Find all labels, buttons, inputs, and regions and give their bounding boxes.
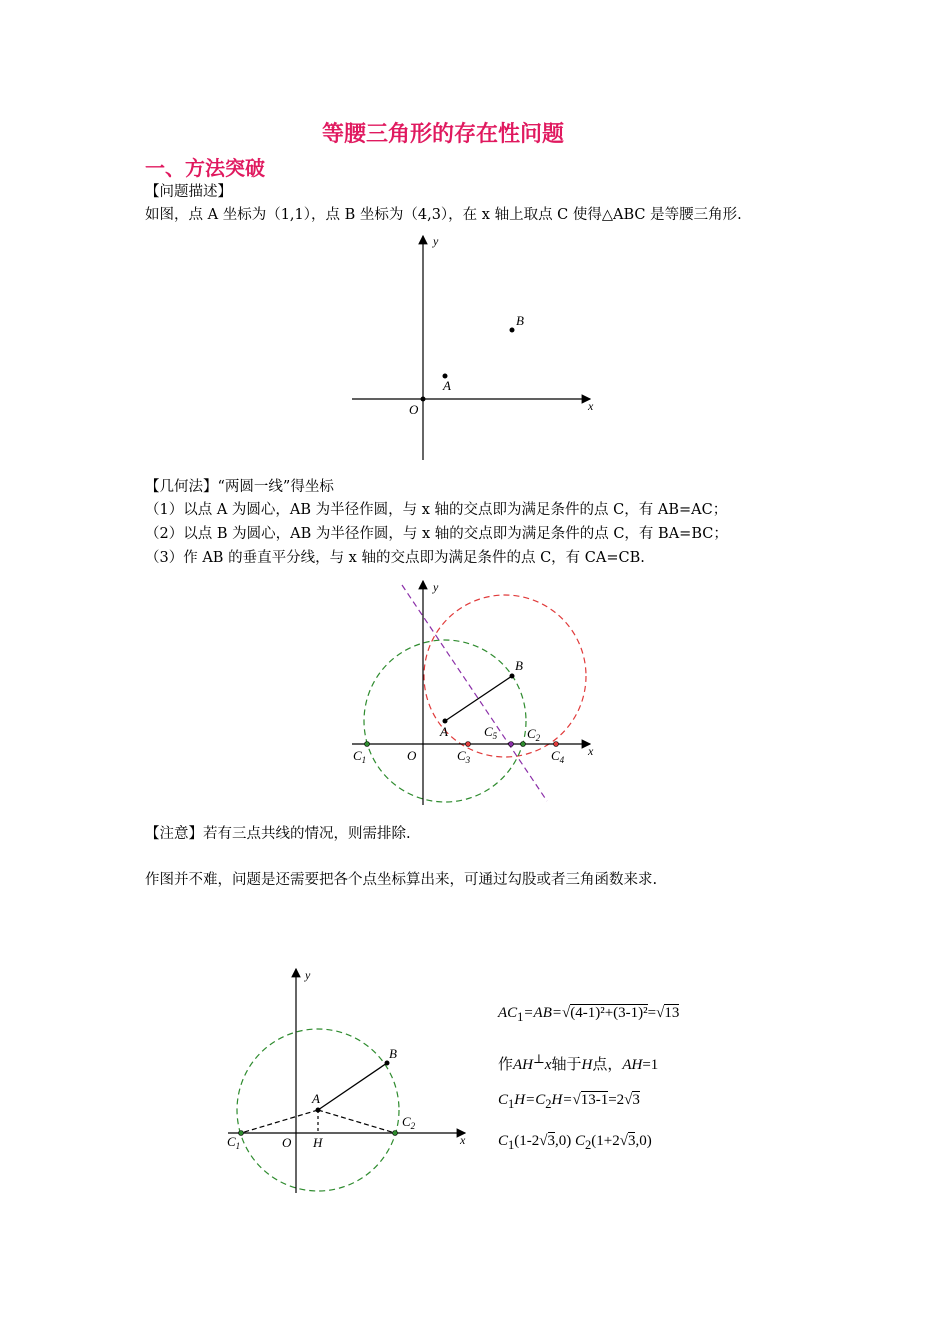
figure-two-circles-one-line: [340, 575, 610, 815]
label-c3: $C_3$: [457, 748, 471, 765]
point-c1: [239, 1131, 244, 1136]
origin-label: O: [282, 1135, 292, 1150]
segment-ac2: [318, 1110, 395, 1133]
label-b: B: [389, 1046, 397, 1061]
point-a: [443, 719, 448, 724]
point-a: [316, 1108, 321, 1113]
formula-c-coordinates: $C_1(1-2√3,0)$ $C_2(1+2√3,0)$: [498, 1133, 652, 1152]
point-c2: [521, 742, 526, 747]
label-a: A: [440, 724, 448, 739]
label-a: A: [312, 1091, 320, 1106]
label-b: B: [515, 658, 523, 673]
y-label: y: [305, 968, 311, 982]
y-label: y: [433, 580, 439, 594]
label-h: H: [313, 1135, 323, 1150]
point-b: [510, 328, 515, 333]
figure-circle-a-calculation: [220, 965, 480, 1200]
section-heading: 一、方法突破: [145, 156, 265, 180]
label-c5: $C_5$: [484, 724, 498, 741]
segment-ab: [445, 676, 512, 721]
formula-c1h: $C_1H=C_2H=√13-1=2√3$: [498, 1092, 640, 1111]
point-b: [510, 674, 515, 679]
label-c1: $C_1$: [227, 1134, 241, 1151]
problem-heading: 【问题描述】: [145, 184, 232, 200]
step-1: （1）以点 A 为圆心，AB 为半径作圆，与 x 轴的交点即为满足条件的点 C，有 AB=AC；: [145, 502, 728, 518]
segment-ab: [318, 1063, 387, 1110]
formula-ah: 作AH⊥x轴于H点，AH=1: [498, 1052, 659, 1073]
note: 【注意】若有三点共线的情况，则需排除.: [145, 826, 411, 842]
x-label: x: [588, 399, 594, 413]
step-3: （3）作 AB 的垂直平分线，与 x 轴的交点即为满足条件的点 C，有 CA=CB.: [145, 550, 645, 566]
origin-label: O: [407, 748, 417, 763]
label-c2: $C_2$: [402, 1114, 416, 1131]
formula-ac1: $AC_1=AB=√(4-1)^2+(3-1)^2=√13$: [498, 1005, 680, 1024]
segment-ac1: [241, 1110, 318, 1133]
circle-centered-b: [424, 595, 586, 757]
remark: 作图并不难，问题是还需要把各个点坐标算出来，可通过勾股或者三角函数来求.: [145, 872, 658, 888]
label-c2: $C_2$: [527, 726, 541, 743]
y-label: y: [433, 234, 439, 248]
figure-points-a-b: [340, 230, 610, 470]
point-c5: [509, 742, 514, 747]
perpendicular-bisector: [402, 585, 547, 801]
step-2: （2）以点 B 为圆心，AB 为半径作圆，与 x 轴的交点即为满足条件的点 C，有 BA=BC；: [145, 526, 728, 542]
x-label: x: [460, 1133, 466, 1147]
point-b: [385, 1061, 390, 1066]
point-c4: [554, 742, 559, 747]
point-c3: [466, 742, 471, 747]
label-b: B: [516, 313, 524, 328]
origin-point: [421, 397, 426, 402]
problem-text: 如图，点 A 坐标为（1,1），点 B 坐标为（4,3），在 x 轴上取点 C 使得△ABC 是等腰三角形.: [145, 207, 742, 223]
page-title: 等腰三角形的存在性问题: [321, 122, 564, 147]
label-c1: $C_1$: [353, 748, 367, 765]
x-label: x: [588, 744, 594, 758]
point-c2: [393, 1131, 398, 1136]
label-a: A: [443, 378, 451, 393]
method-heading: 【几何法】“两圆一线”得坐标: [145, 479, 334, 495]
point-c1: [365, 742, 370, 747]
origin-label: O: [409, 402, 419, 417]
label-c4: $C_4$: [551, 748, 565, 765]
